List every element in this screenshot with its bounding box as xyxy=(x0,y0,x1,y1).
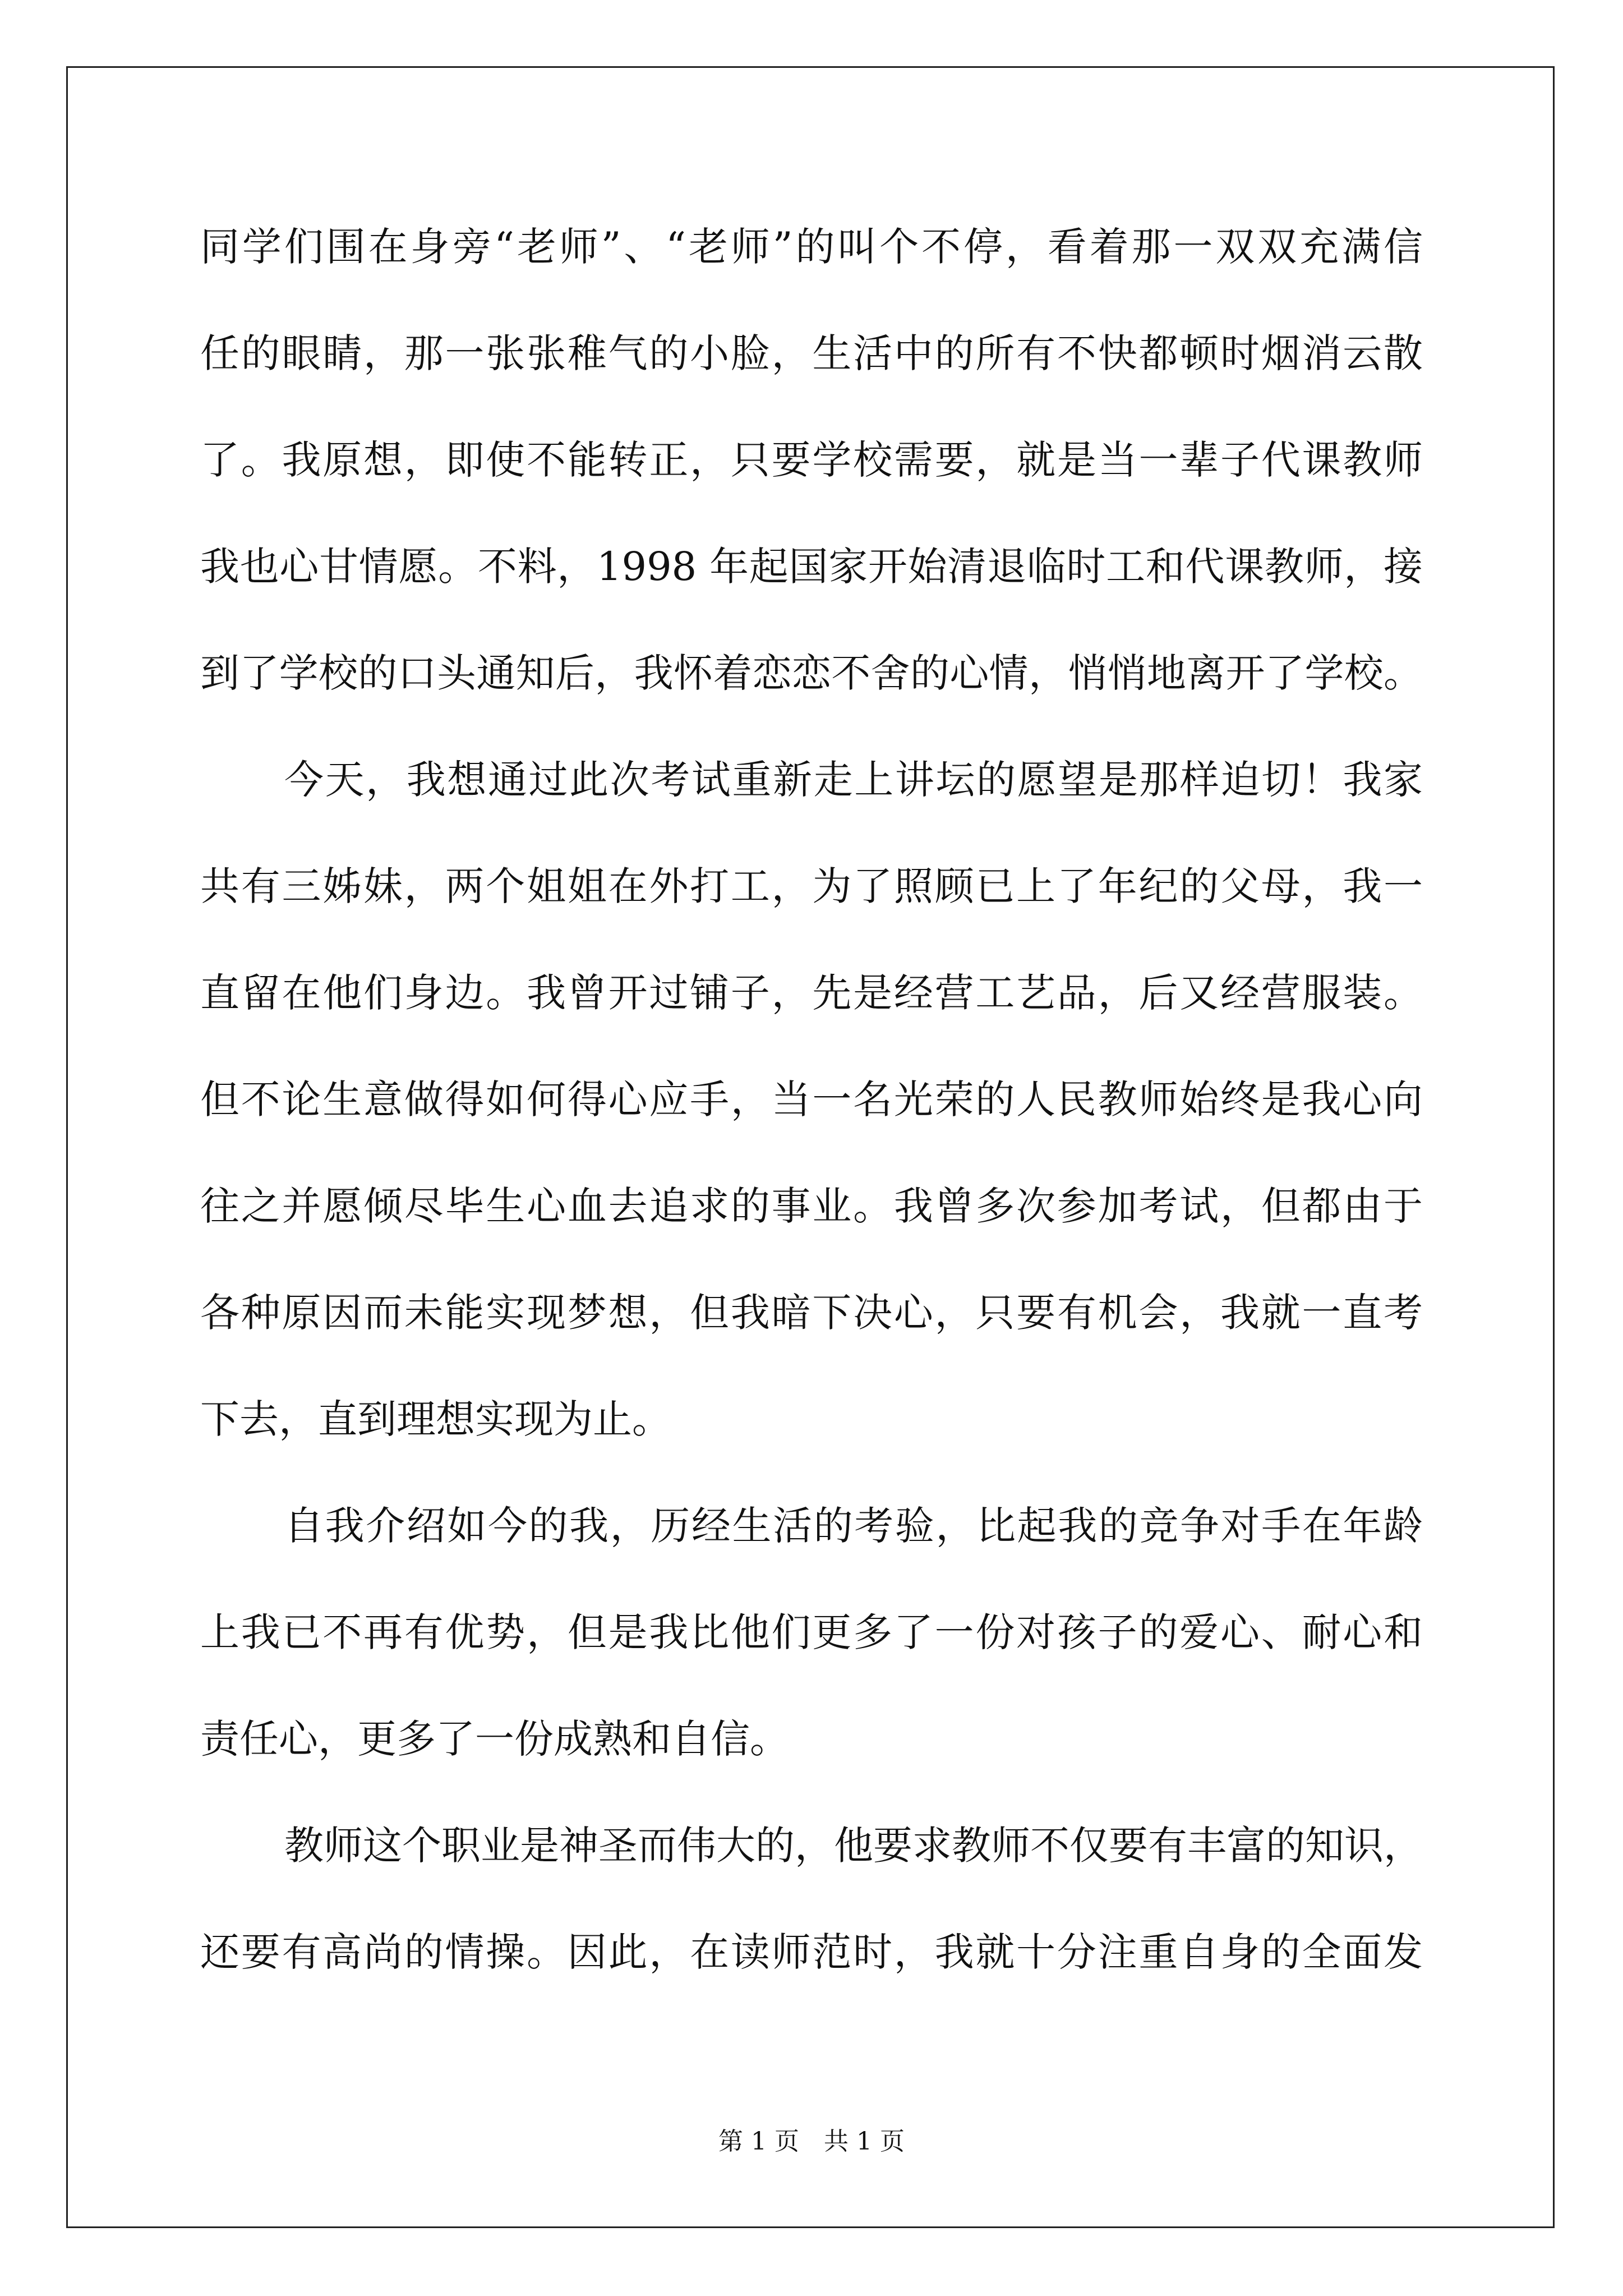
text-line: 共有三姊妹，两个姐姐在外打工，为了照顾已上了年纪的父母，我一 xyxy=(200,863,1423,909)
text-line: 直留在他们身边。我曾开过铺子，先是经营工艺品，后又经营服装。 xyxy=(200,970,1423,1016)
text-line: 但不论生意做得如何得心应手，当一名光荣的人民教师始终是我心向 xyxy=(200,1076,1423,1122)
text-line: 同学们围在身旁“老师”、“老师”的叫个不停，看着那一双双充满信 xyxy=(200,224,1423,270)
text-line: 教师这个职业是神圣而伟大的，他要求教师不仅要有丰富的知识， xyxy=(284,1823,1423,1869)
text-line: 各种原因而未能实现梦想，但我暗下决心，只要有机会，我就一直考 xyxy=(200,1290,1423,1336)
text-line: 还要有高尚的情操。因此，在读师范时，我就十分注重自身的全面发 xyxy=(200,1929,1423,1975)
text-line: 上我已不再有优势，但是我比他们更多了一份对孩子的爱心、耐心和 xyxy=(200,1609,1423,1655)
text-line: 我也心甘情愿。不料，1998 年起国家开始清退临时工和代课教师，接 xyxy=(200,544,1423,590)
text-line: 往之并愿倾尽毕生心血去追求的事业。我曾多次参加考试，但都由于 xyxy=(200,1183,1423,1229)
page-number: 第 1 页 共 1 页 xyxy=(718,2127,905,2156)
text-line: 今天，我想通过此次考试重新走上讲坛的愿望是那样迫切！我家 xyxy=(284,757,1423,803)
page-border xyxy=(66,66,1555,2228)
text-line: 了。我原想，即使不能转正，只要学校需要，就是当一辈子代课教师 xyxy=(200,437,1423,483)
text-line: 自我介绍如今的我，历经生活的考验，比起我的竞争对手在年龄 xyxy=(284,1503,1423,1549)
text-line: 下去，直到理想实现为止。 xyxy=(200,1396,671,1442)
text-line: 到了学校的口头通知后，我怀着恋恋不舍的心情，悄悄地离开了学校。 xyxy=(200,650,1423,696)
text-line: 责任心，更多了一份成熟和自信。 xyxy=(200,1716,789,1762)
text-line: 任的眼睛，那一张张稚气的小脸，生活中的所有不快都顿时烟消云散 xyxy=(200,330,1423,376)
